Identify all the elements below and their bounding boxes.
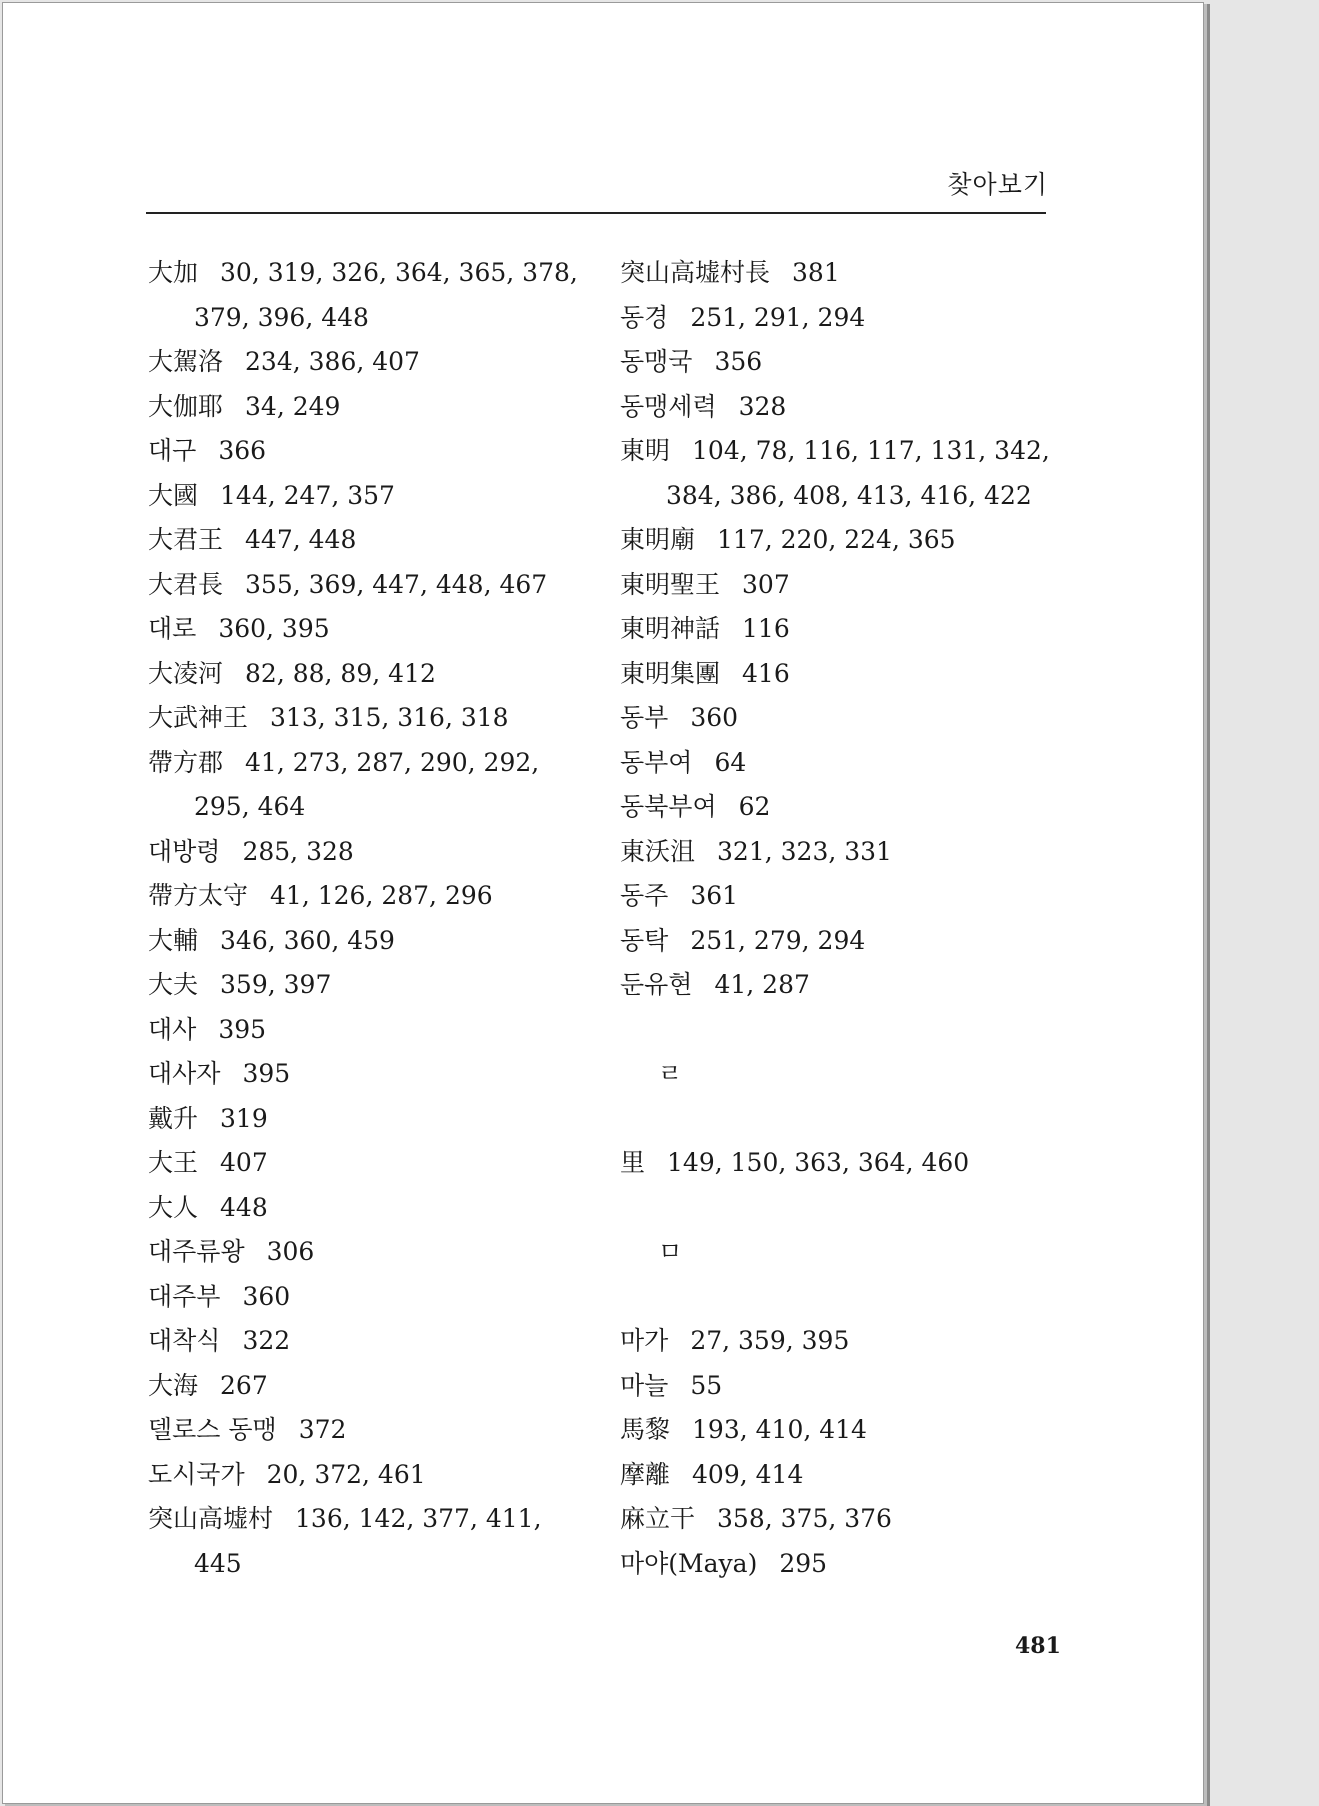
index-term: 동경 <box>620 302 669 332</box>
index-term: 둔유현 <box>620 970 693 999</box>
index-pages-continued: 445 <box>194 1548 242 1578</box>
index-term: 帶方太守 <box>148 881 249 910</box>
section-gap <box>620 1186 1060 1231</box>
index-term: 大君王 <box>148 525 224 554</box>
index-pages: 251, 279, 294 <box>690 925 866 955</box>
index-term: 대주류왕 <box>148 1237 245 1266</box>
index-pages: 322 <box>242 1326 291 1355</box>
index-term: 동주 <box>620 881 669 910</box>
index-pages: 360, 395 <box>218 614 330 643</box>
index-entry <box>620 1319 1060 1364</box>
index-entry <box>148 1052 588 1097</box>
index-pages: 321, 323, 331 <box>717 836 892 866</box>
index-entry <box>148 919 588 964</box>
section-heading: ㅁ <box>658 1237 683 1266</box>
index-entry <box>148 1186 588 1231</box>
index-entry <box>148 340 588 385</box>
index-term: 동부여 <box>620 747 693 777</box>
index-entry <box>620 385 1060 430</box>
index-term: 大駕洛 <box>148 347 224 376</box>
index-entry <box>620 830 1060 875</box>
index-pages: 359, 397 <box>220 970 332 999</box>
index-pages: 395 <box>242 1059 291 1088</box>
index-entry <box>620 1408 1060 1453</box>
index-term: 東明 <box>620 436 671 465</box>
index-entry <box>620 741 1060 786</box>
index-term: 대주부 <box>148 1281 221 1311</box>
index-term: 동북부여 <box>620 792 717 821</box>
index-entry <box>148 251 588 296</box>
index-pages: 62 <box>738 792 771 821</box>
index-term: 摩離 <box>620 1459 671 1489</box>
index-pages: 193, 410, 414 <box>692 1415 867 1444</box>
index-pages: 313, 315, 316, 318 <box>270 703 509 732</box>
section-gap <box>620 1008 1060 1053</box>
index-entry <box>148 1141 588 1186</box>
index-term: 突山高墟村 <box>148 1504 274 1533</box>
index-pages-continued: 295, 464 <box>194 792 306 821</box>
index-pages: 34, 249 <box>245 391 341 421</box>
index-pages: 41, 287 <box>714 970 810 999</box>
index-pages: 41, 273, 287, 290, 292, <box>245 747 540 777</box>
index-pages: 136, 142, 377, 411, <box>295 1504 542 1533</box>
index-entry <box>148 1008 588 1053</box>
index-term: 大加 <box>148 258 199 287</box>
index-pages: 360 <box>242 1281 291 1311</box>
index-term: 대사 <box>148 1014 197 1044</box>
index-entry <box>148 563 588 608</box>
index-pages: 361 <box>690 881 739 910</box>
index-entry <box>148 1319 588 1364</box>
index-pages: 360 <box>690 703 739 732</box>
section-gap <box>620 1097 1060 1142</box>
index-term: 東明廟 <box>620 525 696 554</box>
index-pages: 41, 126, 287, 296 <box>270 881 493 910</box>
index-term: 帶方郡 <box>148 747 224 777</box>
index-term: 대로 <box>148 614 197 643</box>
index-pages: 306 <box>266 1237 315 1266</box>
index-entry <box>620 652 1060 697</box>
index-pages: 149, 150, 363, 364, 460 <box>667 1148 970 1177</box>
index-pages: 358, 375, 376 <box>717 1504 892 1533</box>
index-pages: 416 <box>742 658 790 688</box>
index-pages: 82, 88, 89, 412 <box>245 658 436 688</box>
index-entry <box>620 1364 1060 1409</box>
index-entry <box>148 518 588 563</box>
index-term: 里 <box>620 1148 646 1177</box>
index-pages: 116 <box>742 614 790 643</box>
index-term: 동탁 <box>620 925 669 955</box>
index-entry <box>148 963 588 1008</box>
index-entry <box>148 652 588 697</box>
index-entry <box>148 1275 588 1320</box>
index-term: 突山高墟村長 <box>620 258 771 287</box>
index-entry <box>620 1141 1060 1186</box>
index-entry <box>620 785 1060 830</box>
index-term: 戴升 <box>148 1103 199 1133</box>
index-column-right <box>620 251 1060 1586</box>
index-pages: 55 <box>690 1370 723 1400</box>
index-term: 동맹세력 <box>620 391 717 421</box>
index-term: 대방령 <box>148 836 221 866</box>
index-pages: 285, 328 <box>242 836 354 866</box>
index-entry <box>620 340 1060 385</box>
index-pages: 356 <box>714 347 763 376</box>
index-entry <box>620 296 1060 341</box>
index-pages: 104, 78, 116, 117, 131, 342, <box>692 436 1050 465</box>
index-pages: 372 <box>298 1415 347 1444</box>
index-pages: 395 <box>218 1014 267 1044</box>
index-entry <box>620 1453 1060 1498</box>
index-term: 馬黎 <box>620 1415 671 1444</box>
index-term: 마늘 <box>620 1370 669 1400</box>
index-term: 大王 <box>148 1148 199 1177</box>
index-pages: 319 <box>220 1103 268 1133</box>
index-pages: 64 <box>714 747 747 777</box>
index-term: 大輔 <box>148 925 199 955</box>
book-page <box>2 2 1204 1804</box>
section-gap <box>620 1275 1060 1320</box>
index-term: 東明聖王 <box>620 569 721 599</box>
index-pages: 381 <box>792 258 840 287</box>
index-pages: 267 <box>220 1370 268 1400</box>
index-pages: 30, 319, 326, 364, 365, 378, <box>220 258 578 287</box>
index-pages: 355, 369, 447, 448, 467 <box>245 569 548 599</box>
index-term: 麻立干 <box>620 1504 696 1533</box>
index-pages: 27, 359, 395 <box>690 1326 850 1355</box>
index-term: 大君長 <box>148 569 224 599</box>
index-term: 大國 <box>148 480 199 510</box>
index-entry <box>620 563 1060 608</box>
index-term: 大伽耶 <box>148 391 224 421</box>
index-entry <box>620 1497 1060 1542</box>
index-entry <box>620 919 1060 964</box>
index-entry <box>620 429 1060 474</box>
index-pages: 407 <box>220 1148 268 1177</box>
index-entry <box>148 874 588 919</box>
index-term: 대사자 <box>148 1059 221 1088</box>
index-pages: 234, 386, 407 <box>245 347 420 376</box>
index-entry <box>148 385 588 430</box>
index-entry <box>620 874 1060 919</box>
index-entry <box>148 1497 588 1542</box>
page-number: 481 <box>1015 1633 1061 1659</box>
index-entry <box>148 607 588 652</box>
header-rule <box>146 212 1046 214</box>
index-pages-continued: 384, 386, 408, 413, 416, 422 <box>666 480 1032 510</box>
running-header: 찾아보기 <box>947 170 1048 199</box>
index-term: 大人 <box>148 1192 199 1222</box>
index-entry <box>620 251 1060 296</box>
index-entry <box>620 696 1060 741</box>
index-term: 大凌河 <box>148 658 224 688</box>
index-pages: 144, 247, 357 <box>220 480 395 510</box>
section-heading: ㄹ <box>658 1059 683 1088</box>
index-term: 동맹국 <box>620 347 693 376</box>
index-term: 東明集團 <box>620 658 721 688</box>
index-entry <box>148 830 588 875</box>
index-pages: 251, 291, 294 <box>690 302 866 332</box>
index-entry <box>148 741 588 786</box>
index-term: 동부 <box>620 703 669 732</box>
index-term: 마야(Maya) <box>620 1548 758 1578</box>
index-term: 도시국가 <box>148 1459 245 1489</box>
index-term: 東明神話 <box>620 614 721 643</box>
index-pages: 117, 220, 224, 365 <box>717 525 956 554</box>
index-pages: 295 <box>779 1548 828 1578</box>
index-entry <box>148 1230 588 1275</box>
index-term: 大海 <box>148 1370 199 1400</box>
index-column-left <box>148 251 588 1586</box>
index-entry <box>620 1542 1060 1587</box>
index-term: 東沃沮 <box>620 836 696 866</box>
index-pages: 447, 448 <box>245 525 357 554</box>
index-entry <box>620 607 1060 652</box>
index-term: 大武神王 <box>148 703 249 732</box>
index-pages: 346, 360, 459 <box>220 925 395 955</box>
index-entry <box>148 1364 588 1409</box>
index-entry <box>620 518 1060 563</box>
index-entry <box>148 429 588 474</box>
index-pages: 409, 414 <box>692 1459 804 1489</box>
index-term: 大夫 <box>148 970 199 999</box>
index-pages: 20, 372, 461 <box>266 1459 426 1489</box>
index-entry <box>148 1097 588 1142</box>
index-term: 마가 <box>620 1326 669 1355</box>
index-entry <box>148 696 588 741</box>
index-term: 대구 <box>148 436 197 465</box>
index-pages: 328 <box>738 391 787 421</box>
index-pages: 448 <box>220 1192 268 1222</box>
index-entry <box>148 474 588 519</box>
index-entry <box>620 963 1060 1008</box>
index-term: 델로스 동맹 <box>148 1415 277 1444</box>
index-pages-continued: 379, 396, 448 <box>194 302 369 332</box>
index-pages: 366 <box>218 436 267 465</box>
index-pages: 307 <box>742 569 790 599</box>
index-term: 대착식 <box>148 1326 221 1355</box>
index-entry <box>148 1453 588 1498</box>
index-entry <box>148 1408 588 1453</box>
